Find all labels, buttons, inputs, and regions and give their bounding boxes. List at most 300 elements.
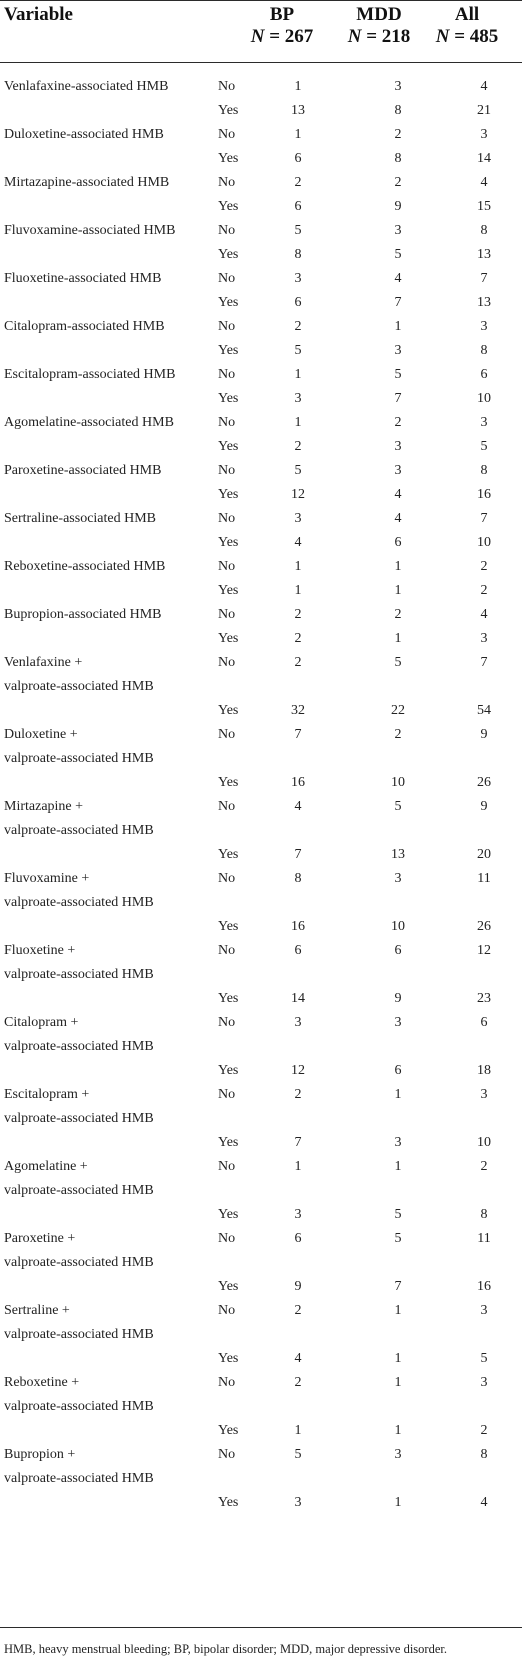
table-row bbox=[0, 507, 522, 531]
all-count: 7 bbox=[480, 271, 488, 286]
bp-count: 9 bbox=[294, 1279, 302, 1294]
bp-count: 1 bbox=[294, 1423, 302, 1438]
variable-name-continued: valproate-associated HMB bbox=[4, 823, 154, 838]
group-label: Yes bbox=[218, 247, 239, 262]
bp-count: 6 bbox=[294, 151, 302, 166]
header-bp bbox=[237, 4, 327, 48]
all-count: 6 bbox=[480, 367, 488, 382]
mdd-count: 3 bbox=[394, 223, 402, 238]
bp-count: 2 bbox=[294, 655, 302, 670]
table-row bbox=[0, 147, 522, 171]
group-label: Yes bbox=[218, 1063, 239, 1078]
all-count: 20 bbox=[477, 847, 491, 862]
header-mdd-n: N = 218 bbox=[347, 26, 411, 47]
variable-name-continued: valproate-associated HMB bbox=[4, 1111, 154, 1126]
table-row bbox=[0, 675, 522, 699]
variable-name-continued: valproate-associated HMB bbox=[4, 967, 154, 982]
mdd-count: 3 bbox=[394, 1447, 402, 1462]
bp-count: 2 bbox=[294, 319, 302, 334]
mdd-count: 13 bbox=[391, 847, 405, 862]
group-label: Yes bbox=[218, 1279, 239, 1294]
table-row bbox=[0, 1347, 522, 1371]
bp-count: 8 bbox=[294, 871, 302, 886]
table-row bbox=[0, 267, 522, 291]
all-count: 9 bbox=[480, 727, 488, 742]
table-row bbox=[0, 723, 522, 747]
variable-name: Escitalopram-associated HMB bbox=[4, 367, 176, 382]
all-count: 21 bbox=[477, 103, 491, 118]
mdd-count: 3 bbox=[394, 1015, 402, 1030]
mdd-count: 2 bbox=[394, 607, 402, 622]
table-row bbox=[0, 1227, 522, 1251]
variable-name: Duloxetine-associated HMB bbox=[4, 127, 164, 142]
all-count: 18 bbox=[477, 1063, 491, 1078]
table-row bbox=[0, 1131, 522, 1155]
bp-count: 13 bbox=[291, 103, 305, 118]
table-row bbox=[0, 75, 522, 99]
bp-count: 2 bbox=[294, 175, 302, 190]
variable-name: Escitalopram + bbox=[4, 1087, 90, 1102]
group-label: No bbox=[218, 1375, 236, 1390]
variable-name: Duloxetine + bbox=[4, 727, 78, 742]
table-row bbox=[0, 1467, 522, 1491]
all-count: 16 bbox=[477, 487, 491, 502]
table-row bbox=[0, 387, 522, 411]
mdd-count: 1 bbox=[394, 1087, 402, 1102]
mdd-count: 9 bbox=[394, 199, 402, 214]
all-count: 5 bbox=[480, 439, 488, 454]
group-label: No bbox=[218, 799, 236, 814]
table-row bbox=[0, 363, 522, 387]
group-label: Yes bbox=[218, 151, 239, 166]
bp-count: 2 bbox=[294, 607, 302, 622]
table-row bbox=[0, 531, 522, 555]
bp-count: 4 bbox=[294, 1351, 302, 1366]
mdd-count: 1 bbox=[394, 631, 402, 646]
all-count: 4 bbox=[480, 175, 488, 190]
header-mdd bbox=[334, 4, 424, 48]
bp-count: 1 bbox=[294, 79, 302, 94]
bp-count: 2 bbox=[294, 1375, 302, 1390]
all-count: 10 bbox=[477, 1135, 491, 1150]
group-label: Yes bbox=[218, 847, 239, 862]
variable-name: Bupropion-associated HMB bbox=[4, 607, 162, 622]
table-row bbox=[0, 1299, 522, 1323]
variable-name: Venlafaxine + bbox=[4, 655, 83, 670]
table-row bbox=[0, 1323, 522, 1347]
all-count: 2 bbox=[480, 1159, 488, 1174]
table-row bbox=[0, 291, 522, 315]
group-label: Yes bbox=[218, 1135, 239, 1150]
mdd-count: 2 bbox=[394, 127, 402, 142]
all-count: 15 bbox=[477, 199, 491, 214]
table-row bbox=[0, 1491, 522, 1515]
table-row bbox=[0, 1443, 522, 1467]
all-count: 12 bbox=[477, 943, 491, 958]
table-row bbox=[0, 1251, 522, 1275]
variable-name: Agomelatine-associated HMB bbox=[4, 415, 174, 430]
bp-count: 3 bbox=[294, 1495, 302, 1510]
bp-count: 1 bbox=[294, 415, 302, 430]
bp-count: 6 bbox=[294, 1231, 302, 1246]
bp-count: 12 bbox=[291, 1063, 305, 1078]
variable-name: Fluoxetine + bbox=[4, 943, 76, 958]
table-row bbox=[0, 435, 522, 459]
header-bp-n: N = 267 bbox=[250, 26, 314, 47]
variable-name-continued: valproate-associated HMB bbox=[4, 1399, 154, 1414]
table-row bbox=[0, 123, 522, 147]
all-count: 8 bbox=[480, 1447, 488, 1462]
group-label: No bbox=[218, 1087, 236, 1102]
variable-name: Sertraline-associated HMB bbox=[4, 511, 157, 526]
mdd-count: 3 bbox=[394, 463, 402, 478]
bp-count: 2 bbox=[294, 439, 302, 454]
bp-count: 12 bbox=[291, 487, 305, 502]
table-row bbox=[0, 411, 522, 435]
all-count: 3 bbox=[480, 1375, 488, 1390]
mdd-count: 8 bbox=[394, 103, 402, 118]
all-count: 3 bbox=[480, 1303, 488, 1318]
bp-count: 1 bbox=[294, 1159, 302, 1174]
group-label: Yes bbox=[218, 1207, 239, 1222]
mdd-count: 3 bbox=[394, 79, 402, 94]
table-row bbox=[0, 627, 522, 651]
mdd-count: 4 bbox=[394, 271, 402, 286]
all-count: 13 bbox=[477, 295, 491, 310]
bp-count: 16 bbox=[291, 775, 305, 790]
mdd-count: 5 bbox=[394, 367, 402, 382]
header-variable: Variable bbox=[4, 4, 73, 25]
variable-name: Agomelatine + bbox=[4, 1159, 88, 1174]
mdd-count: 5 bbox=[394, 1231, 402, 1246]
mdd-count: 1 bbox=[394, 1159, 402, 1174]
group-label: No bbox=[218, 607, 236, 622]
variable-name: Paroxetine-associated HMB bbox=[4, 463, 162, 478]
table-row bbox=[0, 243, 522, 267]
all-count: 8 bbox=[480, 463, 488, 478]
bp-count: 1 bbox=[294, 127, 302, 142]
group-label: Yes bbox=[218, 703, 239, 718]
bp-count: 3 bbox=[294, 1015, 302, 1030]
group-label: No bbox=[218, 271, 236, 286]
mdd-count: 22 bbox=[391, 703, 405, 718]
group-label: Yes bbox=[218, 919, 239, 934]
bp-count: 4 bbox=[294, 535, 302, 550]
mdd-count: 3 bbox=[394, 439, 402, 454]
bp-count: 5 bbox=[294, 463, 302, 478]
group-label: No bbox=[218, 1159, 236, 1174]
bp-count: 3 bbox=[294, 271, 302, 286]
bp-count: 5 bbox=[294, 1447, 302, 1462]
variable-name: Citalopram-associated HMB bbox=[4, 319, 165, 334]
table-row bbox=[0, 651, 522, 675]
variable-name: Mirtazapine + bbox=[4, 799, 84, 814]
group-label: No bbox=[218, 559, 236, 574]
bp-count: 6 bbox=[294, 943, 302, 958]
mdd-count: 4 bbox=[394, 511, 402, 526]
all-count: 5 bbox=[480, 1351, 488, 1366]
all-count: 3 bbox=[480, 1087, 488, 1102]
all-count: 54 bbox=[477, 703, 491, 718]
group-label: No bbox=[218, 79, 236, 94]
bp-count: 2 bbox=[294, 1303, 302, 1318]
table-row bbox=[0, 1275, 522, 1299]
all-count: 10 bbox=[477, 535, 491, 550]
variable-name: Reboxetine + bbox=[4, 1375, 80, 1390]
mdd-count: 3 bbox=[394, 343, 402, 358]
group-label: Yes bbox=[218, 199, 239, 214]
variable-name: Fluvoxamine + bbox=[4, 871, 90, 886]
table-row bbox=[0, 1155, 522, 1179]
all-count: 11 bbox=[477, 871, 491, 886]
table-row bbox=[0, 867, 522, 891]
all-count: 10 bbox=[477, 391, 491, 406]
table-row bbox=[0, 939, 522, 963]
group-label: No bbox=[218, 1231, 236, 1246]
mdd-count: 1 bbox=[394, 559, 402, 574]
mdd-count: 1 bbox=[394, 583, 402, 598]
all-count: 9 bbox=[480, 799, 488, 814]
group-label: Yes bbox=[218, 535, 239, 550]
variable-name-continued: valproate-associated HMB bbox=[4, 1183, 154, 1198]
bp-count: 6 bbox=[294, 199, 302, 214]
table-row bbox=[0, 195, 522, 219]
all-count: 2 bbox=[480, 559, 488, 574]
table-row bbox=[0, 891, 522, 915]
mdd-count: 6 bbox=[394, 1063, 402, 1078]
group-label: No bbox=[218, 727, 236, 742]
table-row bbox=[0, 1419, 522, 1443]
table-row bbox=[0, 315, 522, 339]
table-row bbox=[0, 1371, 522, 1395]
group-label: Yes bbox=[218, 343, 239, 358]
table-row bbox=[0, 1395, 522, 1419]
mdd-count: 1 bbox=[394, 1303, 402, 1318]
table-row bbox=[0, 579, 522, 603]
variable-name: Venlafaxine-associated HMB bbox=[4, 79, 169, 94]
table-row bbox=[0, 987, 522, 1011]
mdd-count: 4 bbox=[394, 487, 402, 502]
mdd-count: 5 bbox=[394, 247, 402, 262]
variable-name-continued: valproate-associated HMB bbox=[4, 895, 154, 910]
group-label: No bbox=[218, 367, 236, 382]
bp-count: 8 bbox=[294, 247, 302, 262]
mdd-count: 2 bbox=[394, 727, 402, 742]
table-row bbox=[0, 1011, 522, 1035]
header-all bbox=[422, 4, 512, 48]
all-count: 26 bbox=[477, 775, 491, 790]
group-label: No bbox=[218, 463, 236, 478]
variable-name-continued: valproate-associated HMB bbox=[4, 1255, 154, 1270]
group-label: Yes bbox=[218, 1351, 239, 1366]
variable-name-continued: valproate-associated HMB bbox=[4, 1039, 154, 1054]
mdd-count: 1 bbox=[394, 1495, 402, 1510]
group-label: Yes bbox=[218, 391, 239, 406]
bp-count: 1 bbox=[294, 583, 302, 598]
all-count: 3 bbox=[480, 127, 488, 142]
all-count: 3 bbox=[480, 319, 488, 334]
all-count: 13 bbox=[477, 247, 491, 262]
all-count: 4 bbox=[480, 79, 488, 94]
all-count: 3 bbox=[480, 415, 488, 430]
bp-count: 1 bbox=[294, 367, 302, 382]
mdd-count: 3 bbox=[394, 871, 402, 886]
table-row bbox=[0, 819, 522, 843]
group-label: Yes bbox=[218, 775, 239, 790]
group-label: No bbox=[218, 223, 236, 238]
mdd-count: 9 bbox=[394, 991, 402, 1006]
mdd-count: 7 bbox=[394, 295, 402, 310]
bp-count: 16 bbox=[291, 919, 305, 934]
all-count: 23 bbox=[477, 991, 491, 1006]
bp-count: 7 bbox=[294, 847, 302, 862]
table-header bbox=[0, 0, 522, 62]
bp-count: 3 bbox=[294, 1207, 302, 1222]
all-count: 6 bbox=[480, 1015, 488, 1030]
all-count: 2 bbox=[480, 1423, 488, 1438]
variable-name: Fluoxetine-associated HMB bbox=[4, 271, 162, 286]
table-row bbox=[0, 219, 522, 243]
bp-count: 2 bbox=[294, 1087, 302, 1102]
table-row bbox=[0, 459, 522, 483]
table-row bbox=[0, 339, 522, 363]
all-count: 8 bbox=[480, 1207, 488, 1222]
group-label: Yes bbox=[218, 583, 239, 598]
table-row bbox=[0, 1059, 522, 1083]
header-bp-label: BP bbox=[269, 4, 295, 25]
header-all-n: N = 485 bbox=[435, 26, 499, 47]
variable-name-continued: valproate-associated HMB bbox=[4, 751, 154, 766]
table-header-rule bbox=[0, 62, 522, 63]
all-count: 7 bbox=[480, 655, 488, 670]
mdd-count: 1 bbox=[394, 1375, 402, 1390]
mdd-count: 10 bbox=[391, 775, 405, 790]
all-count: 4 bbox=[480, 1495, 488, 1510]
table-row bbox=[0, 963, 522, 987]
mdd-count: 1 bbox=[394, 1423, 402, 1438]
variable-name: Reboxetine-associated HMB bbox=[4, 559, 166, 574]
all-count: 11 bbox=[477, 1231, 491, 1246]
table-row bbox=[0, 1179, 522, 1203]
mdd-count: 5 bbox=[394, 1207, 402, 1222]
mdd-count: 10 bbox=[391, 919, 405, 934]
bp-count: 3 bbox=[294, 391, 302, 406]
group-label: Yes bbox=[218, 295, 239, 310]
group-label: No bbox=[218, 1303, 236, 1318]
group-label: No bbox=[218, 655, 236, 670]
table-row bbox=[0, 483, 522, 507]
group-label: No bbox=[218, 175, 236, 190]
group-label: No bbox=[218, 319, 236, 334]
mdd-count: 8 bbox=[394, 151, 402, 166]
variable-name: Fluvoxamine-associated HMB bbox=[4, 223, 176, 238]
all-count: 4 bbox=[480, 607, 488, 622]
group-label: No bbox=[218, 1015, 236, 1030]
bp-count: 32 bbox=[291, 703, 305, 718]
table-row bbox=[0, 747, 522, 771]
all-count: 26 bbox=[477, 919, 491, 934]
all-count: 3 bbox=[480, 631, 488, 646]
bp-count: 14 bbox=[291, 991, 305, 1006]
table-row bbox=[0, 1203, 522, 1227]
header-all-label: All bbox=[454, 4, 480, 25]
group-label: No bbox=[218, 943, 236, 958]
all-count: 8 bbox=[480, 223, 488, 238]
group-label: No bbox=[218, 127, 236, 142]
all-count: 2 bbox=[480, 583, 488, 598]
table-row bbox=[0, 603, 522, 627]
bp-count: 5 bbox=[294, 343, 302, 358]
mdd-count: 6 bbox=[394, 535, 402, 550]
table-row bbox=[0, 171, 522, 195]
mdd-count: 1 bbox=[394, 1351, 402, 1366]
variable-name: Sertraline + bbox=[4, 1303, 70, 1318]
group-label: No bbox=[218, 871, 236, 886]
bp-count: 6 bbox=[294, 295, 302, 310]
mdd-count: 3 bbox=[394, 1135, 402, 1150]
mdd-count: 7 bbox=[394, 1279, 402, 1294]
group-label: No bbox=[218, 415, 236, 430]
table-row bbox=[0, 915, 522, 939]
table-row bbox=[0, 1107, 522, 1131]
mdd-count: 2 bbox=[394, 175, 402, 190]
group-label: No bbox=[218, 1447, 236, 1462]
mdd-count: 6 bbox=[394, 943, 402, 958]
mdd-count: 1 bbox=[394, 319, 402, 334]
all-count: 16 bbox=[477, 1279, 491, 1294]
table-row bbox=[0, 795, 522, 819]
variable-name: Bupropion + bbox=[4, 1447, 76, 1462]
bp-count: 3 bbox=[294, 511, 302, 526]
variable-name: Paroxetine + bbox=[4, 1231, 76, 1246]
all-count: 14 bbox=[477, 151, 491, 166]
group-label: Yes bbox=[218, 487, 239, 502]
mdd-count: 5 bbox=[394, 799, 402, 814]
table-row bbox=[0, 771, 522, 795]
header-mdd-label: MDD bbox=[356, 4, 402, 25]
mdd-count: 7 bbox=[394, 391, 402, 406]
bp-count: 4 bbox=[294, 799, 302, 814]
table-bottom-rule bbox=[0, 1627, 522, 1628]
table-row bbox=[0, 1035, 522, 1059]
bp-count: 5 bbox=[294, 223, 302, 238]
variable-name-continued: valproate-associated HMB bbox=[4, 679, 154, 694]
table-row bbox=[0, 1083, 522, 1107]
variable-name: Citalopram + bbox=[4, 1015, 79, 1030]
group-label: Yes bbox=[218, 103, 239, 118]
variable-name-continued: valproate-associated HMB bbox=[4, 1327, 154, 1342]
table-row bbox=[0, 843, 522, 867]
bp-count: 7 bbox=[294, 1135, 302, 1150]
mdd-count: 5 bbox=[394, 655, 402, 670]
group-label: Yes bbox=[218, 1495, 239, 1510]
group-label: No bbox=[218, 511, 236, 526]
bp-count: 7 bbox=[294, 727, 302, 742]
all-count: 8 bbox=[480, 343, 488, 358]
mdd-count: 2 bbox=[394, 415, 402, 430]
table-row bbox=[0, 99, 522, 123]
group-label: Yes bbox=[218, 439, 239, 454]
all-count: 7 bbox=[480, 511, 488, 526]
table-row bbox=[0, 699, 522, 723]
bp-count: 1 bbox=[294, 559, 302, 574]
bp-count: 2 bbox=[294, 631, 302, 646]
table-footnote: HMB, heavy menstrual bleeding; BP, bipolar disorder; MDD, major depressive disorder. bbox=[4, 1642, 447, 1656]
group-label: Yes bbox=[218, 1423, 239, 1438]
variable-name-continued: valproate-associated HMB bbox=[4, 1471, 154, 1486]
group-label: Yes bbox=[218, 991, 239, 1006]
variable-name: Mirtazapine-associated HMB bbox=[4, 175, 170, 190]
